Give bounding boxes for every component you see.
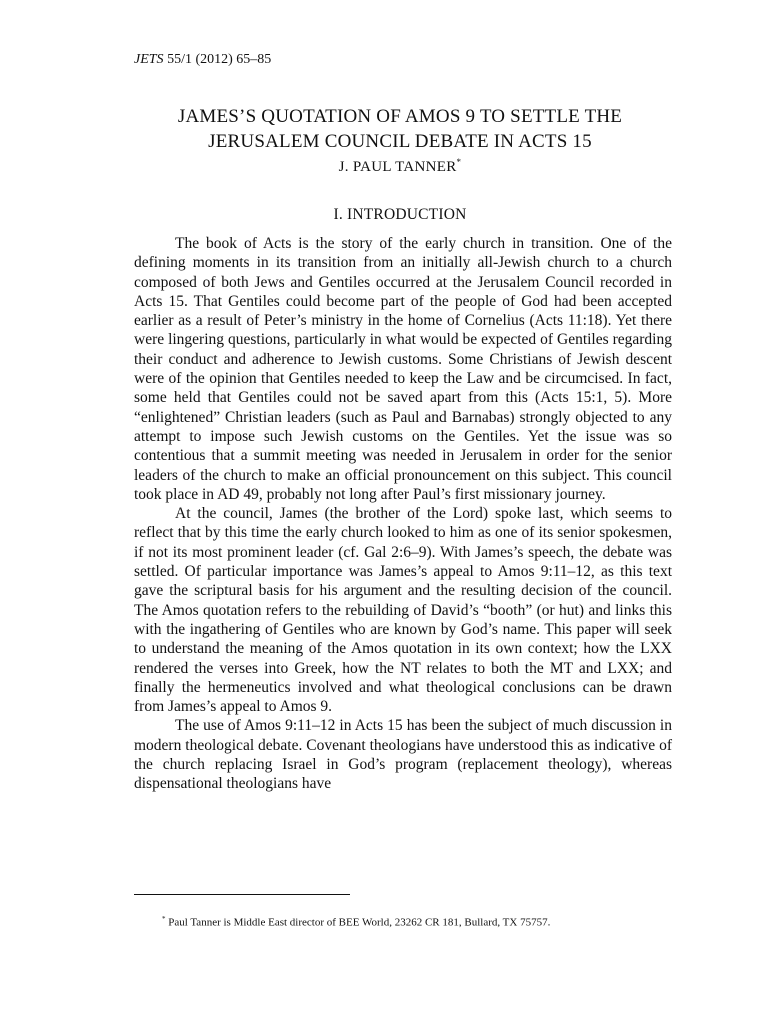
article-title-line-2: JERUSALEM COUNCIL DEBATE IN ACTS 15 [208, 131, 592, 152]
author-byline [120, 157, 680, 176]
article-title-line-1: JAMES’S QUOTATION OF AMOS 9 TO SETTLE THE [177, 106, 623, 127]
paragraph-1: The book of Acts is the story of the early church in transition. One of the defining moments in its transition from an initially all-Jewish church to a church composed of both Jews and Gentiles occurred at the Jerusalem Council recorded in Acts 15. That Gentiles could become part of the people of God had been accepted earlier as a result of Peter’s ministry in the home of Cornelius (Acts 11:18). Yet there were lingering questions, particularly in what would be expected of Gentiles regarding their conduct and adherence to Jewish customs. Some Christians of Jewish descent were of the opinion that Gentiles needed to keep the Law and be circumcised. In fact, some held that Gentiles could not be saved apart from this (Acts 15:1, 5). More “enlightened” Christian leaders (such as Paul and Barnabas) strongly objected to any attempt to impose such Jewish customs on the Gentiles. Yet the issue was so contentious that a summit meeting was needed in Jerusalem in order for the senior leaders of the church to make an official pronouncement on this subject. This council took place in AD 49, probably not long after Paul’s first missionary journey. [134, 235, 672, 503]
section-heading: I. INTRODUCTION [333, 206, 467, 223]
author-footnote-mark[interactable]: * [456, 157, 462, 167]
footnote-divider [134, 894, 350, 895]
running-head [134, 52, 271, 68]
article-title [120, 104, 680, 154]
author-name: J. PAUL TANNER [338, 159, 457, 175]
journal-citation: 55/1 (2012) 65–85 [163, 52, 272, 67]
paragraph-3: The use of Amos 9:11–12 in Acts 15 has been the subject of much discussion in modern theological debate. Covenant theologians have understood this as indicative of the church replacing Israel in God’s program (replacement theology), whereas dispensational theologians have [134, 717, 672, 793]
body-text [134, 234, 672, 794]
footnote [162, 912, 550, 930]
footnote-mark: * [162, 915, 166, 923]
footnote-text: Paul Tanner is Middle East director of BEE World, 23262 CR 181, Bullard, TX 75757. [165, 916, 551, 929]
journal-name: JETS [134, 52, 164, 67]
paragraph-2: At the council, James (the brother of the Lord) spoke last, which seems to reflect that by this time the early church looked to him as one of its senior spokesmen, if not its most prominent leader (cf. Gal 2:6–9). With James’s speech, the debate was settled. Of particular importance was James’s appeal to Amos 9:11–12, as this text gave the scriptural basis for his argument and the resulting decision of the council. The Amos quotation refers to the rebuilding of David’s “booth” (or hut) and links this with the ingathering of Gentiles who are known by God’s name. This paper will seek to understand the meaning of the Amos quotation in its own context; how the LXX rendered the verses into Greek, how the NT relates to both the MT and LXX; and finally the hermeneutics involved and what theological conclusions can be drawn from James’s appeal to Amos 9. [134, 505, 672, 716]
